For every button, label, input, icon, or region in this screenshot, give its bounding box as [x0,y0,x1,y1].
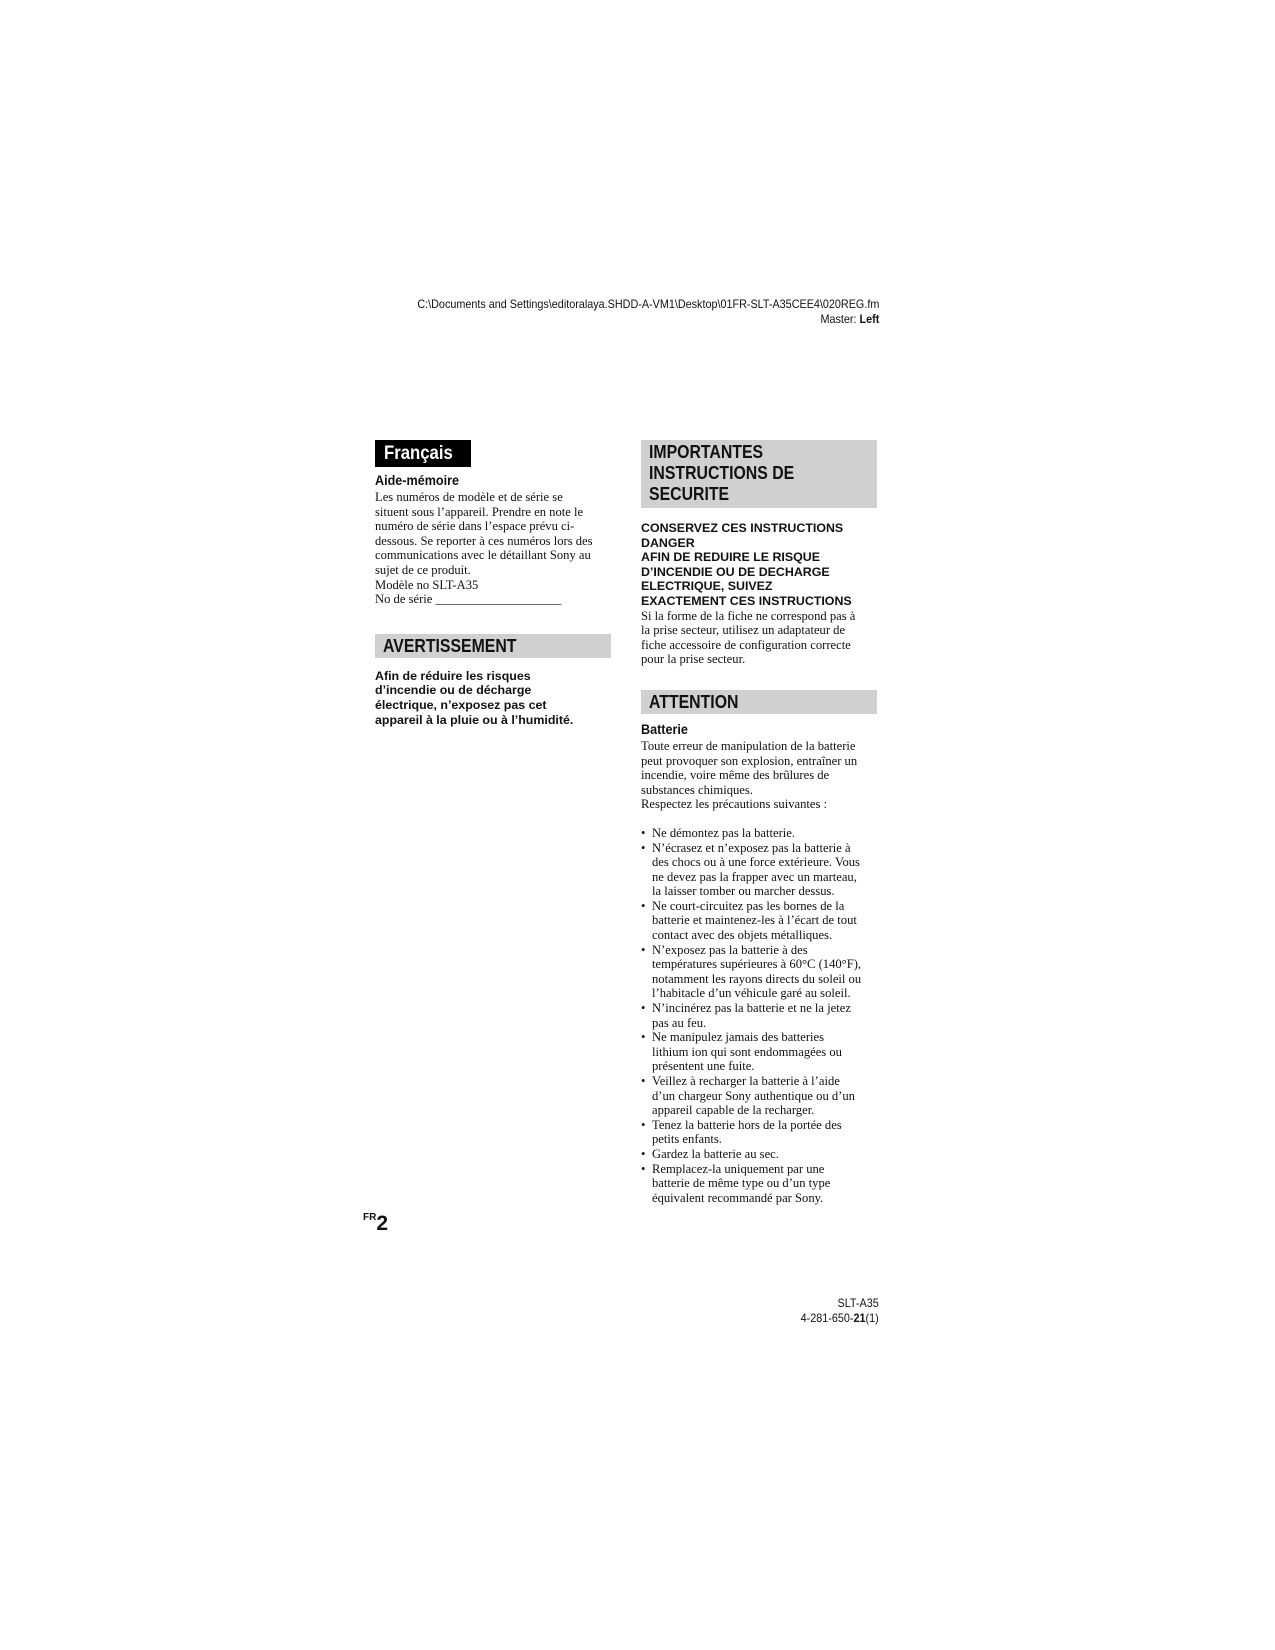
aide-memoire-line: communications avec le détaillant Sony au [375,548,591,563]
precaution-line: • N’écrasez et n’exposez pas la batterie à [652,840,851,855]
precaution-line: ne devez pas la frapper avec un marteau, [652,869,857,884]
precaution-line: températures supérieures à 60°C (140°F), [652,957,862,972]
plug-adapter-line: fiche accessoire de configuration correcte [641,637,851,652]
aide-memoire-heading: Aide-mémoire [375,472,460,488]
document-code [801,1311,879,1326]
language-badge-label: Français [384,443,453,464]
attention-heading-label: ATTENTION [649,691,739,712]
precaution-item [641,1162,877,1206]
precaution-line: • Gardez la batterie au sec. [652,1146,779,1161]
precaution-item [641,1118,877,1147]
document-code-suffix: (1) [865,1311,879,1325]
model-code: SLT-A35 [837,1296,879,1310]
master-value: Left [859,312,879,326]
importantes-heading-line: IMPORTANTES [649,442,764,462]
aide-memoire-line: dessous. Se reporter à ces numéros lors des [375,533,593,548]
plug-adapter-text [641,609,877,667]
danger-line: EXACTEMENT CES INSTRUCTIONS [641,593,852,608]
precaution-line: • Tenez la batterie hors de la portée des [652,1117,842,1132]
precaution-item [641,1001,877,1030]
file-header [417,297,879,327]
danger-line: DANGER [641,535,695,550]
avertissement-line: d’incendie ou de décharge [375,683,532,698]
importantes-heading-line: INSTRUCTIONS DE [649,463,795,483]
precaution-line: • Veillez à recharger la batterie à l’aide [652,1074,840,1088]
precaution-line: batterie de même type ou d’un type [652,1176,831,1191]
precaution-line: • Ne manipulez jamais des batteries [652,1030,825,1045]
document-code-bold: 21 [853,1311,866,1325]
precaution-item [641,899,877,943]
plug-adapter-line: la prise secteur, utilisez un adaptateur de [641,623,846,638]
precaution-line: l’habitacle d’un véhicule garé au soleil. [652,986,851,1001]
avertissement-line: électrique, n’exposez pas cet [375,697,547,712]
precaution-line: lithium ion qui sont endommagées ou [652,1044,842,1059]
precaution-line: d’un chargeur Sony authentique ou d’un [652,1088,855,1103]
batterie-heading: Batterie [641,720,688,737]
precaution-line: • N’exposez pas la batterie à des [652,942,808,957]
danger-instructions [641,521,877,609]
page-number-value: 2 [376,1212,389,1235]
file-path: C:\Documents and Settings\editoralaya.SHDD-A-VM1\Desktop\01FR-SLT-A35CEE4\020REG.fm [417,297,879,311]
danger-line: D’INCENDIE OU DE DECHARGE [641,564,830,579]
batterie-intro-line: incendie, voire même des brûlures de [641,768,830,783]
avertissement-line: Afin de réduire les risques [375,668,531,683]
precaution-line: présentent une fuite. [652,1059,755,1074]
precaution-line: la laisser tomber ou marcher dessus. [652,884,835,899]
avertissement-heading [375,634,611,658]
precaution-line: des chocs ou à une force extérieure. Vous [652,855,860,870]
danger-line: ELECTRIQUE, SUIVEZ [641,579,773,594]
danger-line: AFIN DE REDUIRE LE RISQUE [641,550,820,565]
precaution-line: petits enfants. [652,1132,722,1147]
master-line [417,312,879,327]
importantes-heading [641,440,877,508]
precaution-item [641,1030,877,1074]
serial-number-line: No de série ____________________ [375,592,562,607]
aide-memoire-line: situent sous l’appareil. Prendre en note le [375,504,584,519]
precaution-item [641,826,877,841]
battery-precautions-list [641,826,877,1205]
aide-memoire-text [375,490,611,607]
plug-adapter-line: Si la forme de la fiche ne correspond pas à [641,608,856,623]
document-code-prefix: 4-281-650- [800,1311,854,1325]
importantes-heading-line: SECURITE [649,484,730,504]
precaution-line: équivalent recommandé par Sony. [652,1190,824,1205]
precaution-line: • N’incinérez pas la batterie et ne la jetez [652,1001,851,1016]
avertissement-heading-label: AVERTISSEMENT [383,635,517,656]
right-column [641,440,877,1205]
aide-memoire-line: numéro de série dans l’espace prévu ci- [375,519,575,534]
danger-line: CONSERVEZ CES INSTRUCTIONS [641,521,844,535]
precaution-item [641,841,877,899]
batterie-intro-line: Toute erreur de manipulation de la batterie [641,738,856,753]
page-number-prefix: FR [363,1212,377,1223]
left-column [375,440,611,727]
plug-adapter-line: pour la prise secteur. [641,652,746,667]
precaution-line: pas au feu. [652,1015,707,1030]
precaution-line: • Ne démontez pas la batterie. [652,825,796,840]
precaution-item [641,1074,877,1118]
precaution-line: • Ne court-circuitez pas les bornes de la [652,898,845,913]
attention-heading [641,690,877,714]
batterie-intro [641,739,877,812]
precaution-line: notamment les rayons directs du soleil ou [652,971,862,986]
master-label: Master: [820,312,860,326]
precaution-item [641,1147,877,1162]
precaution-item [641,943,877,1001]
aide-memoire-line: Les numéros de modèle et de série se [375,490,563,504]
batterie-intro-line: peut provoquer son explosion, entraîner un [641,753,858,768]
batterie-intro-line: substances chimiques. [641,782,753,797]
precaution-line: batterie et maintenez-les à l’écart de tout [652,913,857,928]
aide-memoire-line: sujet de ce produit. [375,562,471,577]
avertissement-text [375,669,611,727]
page-number [363,1212,388,1236]
document-footer [801,1296,879,1326]
avertissement-line: appareil à la pluie ou à l’humidité. [375,712,574,727]
precaution-line: appareil capable de la recharger. [652,1103,815,1118]
language-badge [375,440,471,467]
batterie-intro-line: Respectez les précautions suivantes : [641,797,828,812]
precaution-line: • Remplacez-la uniquement par une [652,1161,825,1176]
model-number-line: Modèle no SLT-A35 [375,577,479,592]
precaution-line: contact avec des objets métalliques. [652,928,833,943]
